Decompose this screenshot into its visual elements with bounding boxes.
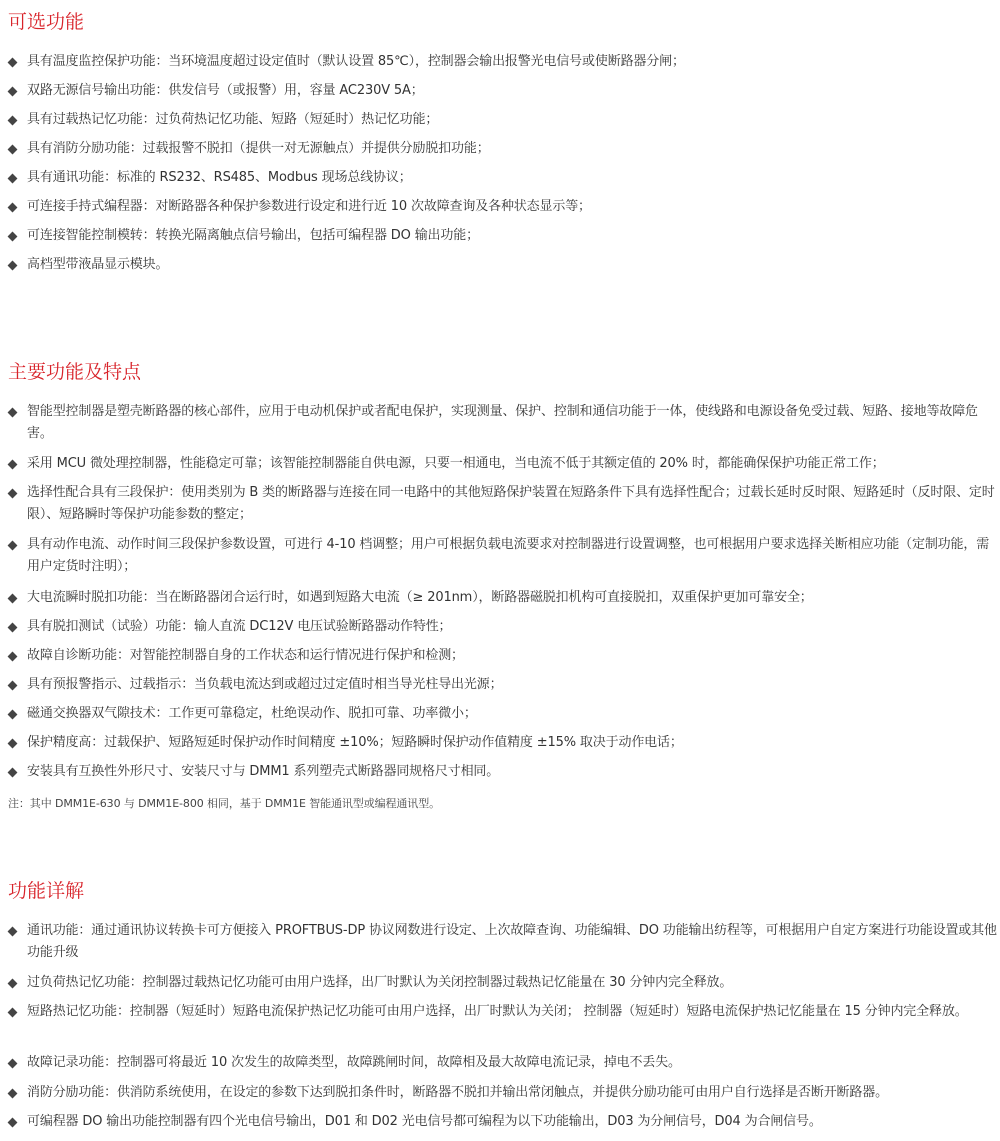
list-item-text: 双路无源信号输出功能：供发信号（或报警）用，容量 AC230V 5A； [27,83,424,98]
list-item-text: 过负荷热记忆功能：控制器过载热记忆功能可由用户选择，出厂时默认为关闭控制器过载热记忆能量在 30 分钟内完全释放。 [27,975,733,990]
section-title-optional-functions: 可选功能 [8,11,85,33]
diamond-bullet-icon [8,261,18,271]
diamond-bullet-icon [8,145,18,155]
list-item-text: 保护精度高：过载保护、短路短延时保护动作时间精度 ±10%；短路瞬时保护动作值精度 ±15% 取决于动作电话； [27,735,683,750]
diamond-bullet-icon [8,623,18,633]
list-item-text: 具有动作电流、动作时间三段保护参数设置，可进行 4-10 档调整；用户可根据负载电流要求对控制器进行设置调整，也可根据用户要求选择关断相应功能（定制功能，需用户定货时注明）； [27,537,990,574]
diamond-bullet-icon [8,460,18,470]
list-item-text: 采用 MCU 微处理控制器，性能稳定可靠；该智能控制器能自供电源，只要一相通电，当电流不低于其额定值的 20% 时，都能确保保护功能正常工作； [27,456,885,471]
list-item-text: 具有预报警指示、过载指示：当负载电流达到或超过过定值时相当导光柱导出光源； [27,677,503,692]
diamond-bullet-icon [8,1059,18,1069]
diamond-bullet-icon [8,1008,18,1018]
diamond-bullet-icon [8,979,18,989]
list-item-text: 可编程器 DO 输出功能控制器有四个光电信号输出，D01 和 D02 光电信号都可编程为以下功能输出，D03 为分闸信号，D04 为合闸信号。 [27,1114,822,1129]
list-item-text: 通讯功能：通过通讯协议转换卡可方便接入 PROFTBUS-DP 协议网数进行设定、上次故障查询、功能编辑、DO 功能输出纺程等，可根据用户自定方案进行功能设置或其他功能升级 [27,923,997,960]
diamond-bullet-icon [8,203,18,213]
diamond-bullet-icon [8,489,18,499]
list-item-text: 磁通交换器双气隙技术：工作更可靠稳定，杜绝误动作、脱扣可靠、功率微小； [27,706,477,721]
diamond-bullet-icon [8,710,18,720]
list-item-text: 智能型控制器是塑壳断路器的核心部件，应用于电动机保护或者配电保护，实现测量、保护、控制和通信功能于一体，使线路和电源设备免受过载、短路、接地等故障危害。 [27,404,978,441]
diamond-bullet-icon [8,408,18,418]
list-item-text: 具有通讯功能：标准的 RS232、RS485、Modbus 现场总线协议； [27,170,412,185]
diamond-bullet-icon [8,174,18,184]
list-item-text: 具有消防分励功能：过载报警不脱扣（提供一对无源触点）并提供分励脱扣功能； [27,141,490,156]
diamond-bullet-icon [8,681,18,691]
list-item-text: 消防分励功能：供消防系统使用，在设定的参数下达到脱扣条件时，断路器不脱扣并输出常闭触点，并提供分励功能可由用户自行选择是否断开断路器。 [27,1085,888,1100]
list-item-text: 选择性配合具有三段保护：使用类别为 B 类的断路器与连接在同一电路中的其他短路保护装置在短路条件下具有选择性配合；过载长延时反时限、短路延时（反时限、定时限）、短路瞬时等保护功能参数的整定； [27,485,995,522]
list-item-text: 安装具有互换性外形尺寸、安装尺寸与 DMM1 系列塑壳式断路器同规格尺寸相同。 [27,764,500,779]
list-item-text: 故障记录功能：控制器可将最近 10 次发生的故障类型，故障跳闸时间，故障相及最大故障电流记录，掉电不丢失。 [27,1055,681,1070]
diamond-bullet-icon [8,927,18,937]
list-item-text: 短路热记忆功能：控制器（短延时）短路电流保护热记忆功能可由用户选择，出厂时默认为关闭； 控制器（短延时）短路电流保护热记忆能量在 15 分钟内完全释放。 [27,1004,968,1019]
diamond-bullet-icon [8,232,18,242]
diamond-bullet-icon [8,58,18,68]
list-item-text: 具有过载热记忆功能：过负荷热记忆功能、短路（短延时）热记忆功能； [27,112,439,127]
list-item-text: 可连接智能控制模转：转换光隔离触点信号输出，包括可编程器 DO 输出功能； [27,228,479,243]
diamond-bullet-icon [8,768,18,778]
diamond-bullet-icon [8,652,18,662]
diamond-bullet-icon [8,1118,18,1128]
diamond-bullet-icon [8,1089,18,1099]
list-item-text: 可连接手持式编程器：对断路器各种保护参数进行设定和进行近 10 次故障查询及各种状态显示等； [27,199,591,214]
footnote: 注：其中 DMM1E-630 与 DMM1E-800 相同，基于 DMM1E 智能通讯型或编程通讯型。 [8,797,441,810]
diamond-bullet-icon [8,594,18,604]
diamond-bullet-icon [8,87,18,97]
list-item-text: 大电流瞬时脱扣功能：当在断路器闭合运行时，如遇到短路大电流（≥ 201nm），断路器磁脱扣机构可直接脱扣，双重保护更加可靠安全； [27,590,813,605]
section-title-main-features: 主要功能及特点 [8,361,142,383]
diamond-bullet-icon [8,116,18,126]
diamond-bullet-icon [8,541,18,551]
list-item-text: 具有温度监控保护功能：当环境温度超过设定值时（默认设置 85℃），控制器会输出报警光电信号或使断路器分闸； [27,54,685,69]
list-item-text: 具有脱扣测试（试验）功能：输人直流 DC12V 电压试验断路器动作特性； [27,619,452,634]
list-item-text: 高档型带液晶显示模块。 [27,257,169,272]
list-item-text: 故障自诊断功能：对智能控制器自身的工作状态和运行情况进行保护和检测； [27,648,464,663]
diamond-bullet-icon [8,739,18,749]
section-title-function-details: 功能详解 [8,880,85,902]
